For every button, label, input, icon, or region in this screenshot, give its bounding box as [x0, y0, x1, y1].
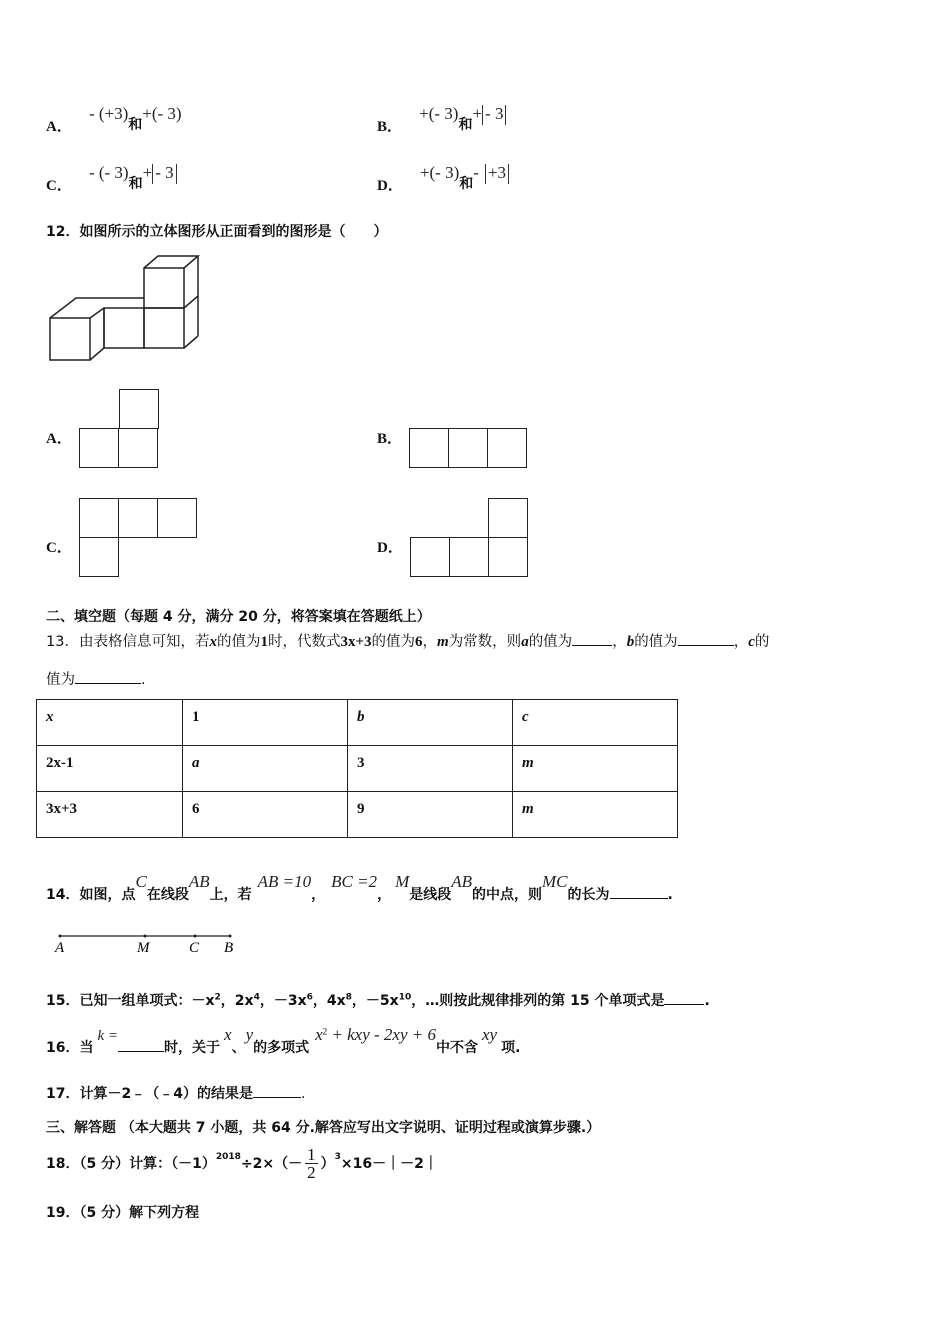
table-cell: c — [513, 700, 678, 746]
table-cell: 9 — [348, 792, 513, 838]
answer-blank-q14[interactable] — [610, 884, 668, 899]
q15-text-6: ，…则按此规律排列的第 15 个单项式是 — [411, 993, 665, 1009]
back-cube-2 — [144, 308, 184, 348]
segment-diagram — [50, 928, 250, 958]
option-b-join: 和 — [458, 117, 473, 133]
q14-text-6: 的长为 — [567, 887, 610, 903]
back-cube-top — [144, 268, 184, 308]
q15-exp-5: 10 — [398, 992, 412, 1003]
var-x: x — [209, 634, 217, 650]
q12-option-b-label: B． — [377, 431, 403, 447]
q15-exp-3: 6 — [306, 992, 313, 1003]
q18-text-1: 18．（5 分）计算：（－1） — [46, 1156, 216, 1172]
answer-blank-b[interactable] — [678, 631, 734, 646]
fraction-denominator: 2 — [307, 1162, 316, 1182]
option-c-abs: - 3 — [152, 164, 176, 184]
option-b-expr1: +(- 3) — [419, 104, 459, 123]
q15-text-4: ，4x — [312, 993, 346, 1009]
option-c-expr1: - (- 3) — [88, 163, 129, 182]
q15-text-1: 15．已知一组单项式：－x — [46, 993, 215, 1009]
answer-blank-q16[interactable] — [118, 1037, 164, 1052]
point-a-dot — [59, 935, 62, 938]
q15-text-3: ，－3x — [259, 993, 307, 1009]
table-cell: m — [513, 746, 678, 792]
q17-end: . — [300, 1086, 306, 1102]
table-cell: 2x-1 — [37, 746, 183, 792]
square — [79, 537, 119, 577]
poly-exp: 2 — [322, 1026, 328, 1037]
q16-text-5: 项. — [501, 1040, 521, 1056]
square — [79, 428, 119, 468]
option-b-pre: + — [472, 104, 483, 123]
square — [409, 428, 449, 468]
point-m: M — [395, 872, 410, 891]
q12-option-d[interactable] — [410, 498, 530, 578]
q17-text — [46, 1083, 305, 1103]
q12-option-c-label: C． — [46, 540, 72, 556]
point-a-label: A — [55, 940, 65, 956]
fraction-numerator: 1 — [307, 1144, 316, 1164]
segment-ab-2: AB — [451, 872, 473, 891]
q11-option-a[interactable] — [46, 103, 182, 135]
q13-text-8: ， — [612, 634, 627, 650]
square — [118, 498, 158, 538]
q18-text-2: ÷2×（－ — [240, 1156, 303, 1172]
section-2-heading: 二、填空题（每题 4 分，满分 20 分，将答案填在答题纸上） — [46, 609, 431, 625]
segment-mc: MC — [542, 872, 568, 891]
q14-text-5: 的中点，则 — [472, 887, 543, 903]
term-xy: xy — [482, 1025, 498, 1044]
table-cell: b — [348, 700, 513, 746]
q13-text-10: ， — [733, 634, 749, 650]
answer-blank-q15[interactable] — [664, 990, 704, 1005]
q16-text-3: 的多项式 — [253, 1040, 310, 1056]
square — [118, 428, 158, 468]
poly-x: x — [315, 1025, 323, 1044]
var-b: b — [626, 634, 635, 650]
q15-text — [46, 990, 710, 1010]
q15-exp-1: 2 — [214, 992, 221, 1003]
q14-text-4: 是线段 — [409, 887, 452, 903]
q11-option-c[interactable] — [46, 162, 177, 194]
q13-text-11: 的 — [754, 634, 770, 650]
square — [487, 428, 527, 468]
q13-text-9: 的值为 — [634, 634, 678, 650]
q13-text-line2 — [46, 668, 146, 689]
q15-text-5: ，－5x — [351, 993, 399, 1009]
q16-text — [46, 1025, 521, 1056]
q19-text: 19．（5 分）解下列方程 — [46, 1205, 200, 1221]
var-a: a — [521, 634, 529, 650]
q17-text-1: 17．计算－2﹣（﹣4）的结果是 — [46, 1086, 253, 1102]
q14-text-1: 14．如图，点 — [46, 887, 136, 903]
eq-ab-10: AB =10 — [257, 872, 312, 891]
table-row — [37, 746, 678, 792]
q16-text-4: 中不含 — [436, 1040, 478, 1056]
option-d-join: 和 — [459, 176, 474, 192]
info-table — [36, 699, 678, 838]
point-c: C — [135, 872, 147, 891]
solid-figure — [46, 252, 206, 364]
q14-text-3: 上，若 — [209, 887, 252, 903]
point-m-dot — [144, 935, 147, 938]
q12-option-c[interactable] — [79, 498, 199, 578]
option-a-label: A． — [46, 119, 72, 135]
q13-text-2: 的值为 — [216, 634, 261, 650]
q14-comma-2: ， — [377, 887, 392, 903]
q16-text-1: 16．当 — [46, 1040, 94, 1056]
q18-text — [46, 1143, 438, 1183]
q13-text-5: ， — [422, 634, 438, 650]
square — [79, 498, 119, 538]
table-cell: x — [37, 700, 183, 746]
q16-text-2: 时，关于 — [164, 1040, 221, 1056]
segment-ab: AB — [188, 872, 210, 891]
option-a-expr1: - (+3) — [88, 104, 129, 123]
answer-blank-a[interactable] — [572, 631, 612, 646]
q12-option-a[interactable] — [79, 389, 159, 469]
point-b-dot — [229, 935, 232, 938]
var-c: c — [748, 634, 755, 650]
var-x: x — [224, 1025, 232, 1044]
q12-text: 12．如图所示的立体图形从正面看到的图形是（ ） — [46, 224, 388, 240]
q18-exp-1: 2018 — [215, 1152, 241, 1162]
q13-text-4: 的值为 — [371, 634, 416, 650]
table-row — [37, 792, 678, 838]
q16-sep: 、 — [231, 1040, 246, 1056]
q13-text-7: 的值为 — [528, 634, 573, 650]
option-b-abs: - 3 — [482, 105, 506, 125]
fraction-half — [305, 1146, 318, 1181]
section-3-heading: 三、解答题 （本大题共 7 小题，共 64 分.解答应写出文字说明、证明过程或演算步骤.） — [46, 1120, 601, 1136]
var-y: y — [245, 1025, 254, 1044]
q14-text-2: 在线段 — [146, 887, 189, 903]
q18-exp-2: 3 — [334, 1152, 341, 1162]
table-cell: a — [183, 746, 348, 792]
q13-text-3: 时，代数式 — [267, 634, 341, 650]
table-cell: 3 — [348, 746, 513, 792]
q13-text-1: 13．由表格信息可知，若 — [46, 634, 210, 650]
q12-option-a-label: A． — [46, 431, 72, 447]
answer-blank-c[interactable] — [75, 669, 141, 684]
point-b-label: B — [224, 940, 234, 956]
q14-comma-1: ， — [311, 887, 326, 903]
q13-text-6: 为常数，则 — [448, 634, 522, 650]
square — [488, 537, 528, 577]
square — [449, 537, 489, 577]
q11-option-b[interactable] — [377, 103, 506, 135]
q15-exp-2: 4 — [253, 992, 260, 1003]
q12-option-b[interactable] — [409, 428, 529, 468]
q14-end: . — [667, 887, 673, 903]
q13-line2-end: . — [141, 672, 146, 688]
option-c-label: C． — [46, 178, 72, 194]
table-row — [37, 700, 678, 746]
option-d-pre: - — [473, 163, 479, 182]
option-d-label: D． — [377, 178, 403, 194]
q12-option-d-label: D． — [377, 540, 403, 556]
option-a-expr2: +(- 3) — [142, 104, 182, 123]
option-d-expr1: +(- 3) — [419, 163, 460, 182]
q15-end: . — [704, 993, 710, 1009]
table-cell: 1 — [183, 700, 348, 746]
q15-exp-4: 8 — [345, 992, 352, 1003]
option-c-pre: + — [142, 163, 153, 182]
square — [488, 498, 528, 538]
expr-3x3: 3x+3 — [340, 634, 372, 650]
point-m-label: M — [137, 940, 150, 956]
square — [448, 428, 488, 468]
point-c-dot — [194, 935, 197, 938]
var-m: m — [437, 634, 449, 650]
q18-text-3: ） — [320, 1156, 335, 1172]
q13-text — [46, 630, 769, 651]
value-1: 1 — [260, 634, 268, 650]
var-k: k = — [97, 1028, 119, 1044]
square — [119, 389, 159, 429]
back-cube-1 — [104, 308, 144, 348]
option-c-join: 和 — [128, 176, 143, 192]
square — [157, 498, 197, 538]
option-d-abs: +3 — [485, 164, 509, 184]
polynomial: + kxy - 2xy + 6 — [327, 1025, 436, 1044]
answer-blank-q17[interactable] — [253, 1083, 301, 1098]
value-6: 6 — [415, 634, 423, 650]
eq-bc-2: BC =2 — [331, 872, 378, 891]
front-cube-1 — [50, 318, 90, 360]
table-cell: 3x+3 — [37, 792, 183, 838]
table-cell: 6 — [183, 792, 348, 838]
q18-text-4: ×16－｜－2｜ — [340, 1156, 438, 1172]
q13-line2-text: 值为 — [46, 672, 75, 688]
option-b-label: B． — [377, 119, 403, 135]
point-c-label: C — [189, 940, 200, 956]
q14-text — [46, 872, 673, 903]
q15-text-2: ，2x — [220, 993, 254, 1009]
table-cell: m — [513, 792, 678, 838]
q11-option-d[interactable] — [377, 162, 509, 194]
square — [410, 537, 450, 577]
option-a-join: 和 — [128, 117, 143, 133]
